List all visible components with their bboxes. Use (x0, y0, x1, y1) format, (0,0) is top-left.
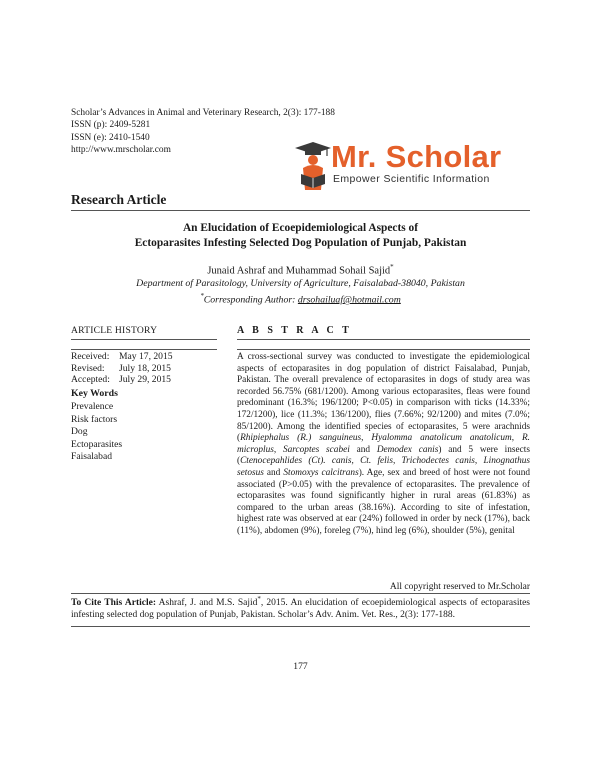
scholar-figure-icon (293, 140, 333, 192)
abstract-separator: and (263, 467, 284, 478)
received-date: May 17, 2015 (119, 351, 173, 362)
issn-print: ISSN (p): 2409-5281 (71, 120, 151, 131)
issn-electronic: ISSN (e): 2410-1540 (71, 132, 150, 143)
logo-name: Mr. Scholar (331, 139, 502, 174)
corresponding-author (71, 290, 530, 306)
species-name: Demodex canis (376, 444, 439, 455)
author-names: Junaid Ashraf and Muhammad Sohail Sajid (207, 265, 391, 277)
keywords-list (71, 401, 122, 464)
abstract-text-3: ). Age, sex and breed of host were not found associated (P>0.05) with the prevalence of ectoparasites. The prevalence of ectoparasites was found significantly higher in rural areas (61.83%) as compared to the urban areas (38.16%). According to site of infestation, highest rate was observed at ear (24%) followed in order by neck (17%), back (11%), abdomen (9%), foreleg (7%), hind leg (6%), shoulder (5%), genital (237, 467, 530, 536)
authors-mark: * (390, 263, 394, 271)
revised-date: July 18, 2015 (119, 362, 171, 374)
accepted-label: Accepted: (71, 374, 110, 386)
received-row (71, 351, 173, 363)
keyword: Dog (71, 426, 88, 438)
history-rule-bottom (71, 349, 217, 350)
species-name: Hyalomma anatolicum anatolicum (371, 433, 512, 444)
mr-scholar-logo (293, 140, 533, 196)
species-name: Rhipiephalus (R.) sanguineus (240, 433, 362, 444)
abstract-rule-top (237, 339, 530, 340)
received-label: Received: (71, 351, 110, 362)
title-line-2: Ectoparasites Infesting Selected Dog Population of Punjab, Pakistan (134, 237, 467, 249)
corresponding-email-link[interactable]: drsohailuaf@hotmail.com (297, 294, 401, 306)
species-name: Sarcoptes scabei (282, 444, 350, 455)
logo-tagline: Empower Scientific Information (333, 173, 490, 185)
abstract-separator: , (511, 433, 522, 444)
corresponding-mark: * (200, 292, 204, 300)
journal-citation: Scholar’s Advances in Animal and Veterinary Research, 2(3): 177-188 (71, 108, 335, 118)
affiliation-block (71, 277, 530, 306)
abstract-body (237, 352, 530, 538)
history-heading: ARTICLE HISTORY (71, 325, 158, 336)
citation-block (71, 593, 530, 621)
keyword: Ectoparasites (71, 438, 123, 450)
title-line-1: An Elucidation of Ecoepidemiological Aspects of (182, 222, 419, 234)
species-name: Stomoxys calcitrans (283, 467, 359, 478)
keywords-heading: Key Words (71, 388, 118, 399)
article-title (71, 221, 530, 251)
revised-label: Revised: (71, 362, 105, 374)
history-rule-top (71, 339, 217, 340)
cite-label: To Cite This Article: (71, 598, 156, 609)
abstract-separator: , (273, 444, 283, 455)
corresponding-label: Corresponding Author: (203, 294, 296, 306)
accepted-row (71, 374, 173, 386)
journal-url[interactable]: http://www.mrscholar.com (71, 145, 171, 156)
article-history (71, 351, 173, 386)
keyword: Prevalence (71, 401, 114, 412)
abstract-separator: and (349, 444, 377, 455)
abstract-rule-bottom (237, 349, 530, 350)
cite-text-a: Ashraf, J. and M.S. Sajid (156, 598, 258, 609)
abstract-text-2: ) and 5 were insects ( (237, 444, 530, 467)
accepted-date: July 29, 2015 (119, 374, 171, 386)
revised-row (71, 363, 173, 375)
abstract-text-1: A cross-sectional survey was conducted to investigate the epidemiological aspects of ectoparasites in dog population of district Faisalabad, Punjab, Pakistan. The overall prevalence of ectoparasites in dogs of study area was recorded 56.75% (681/1200). Among various ectoparasites, fleas were found predominant (16.3%; 196/1200; P<0.05) in comparison with ticks (14.33%; 172/1200), lice (11.3%; 136/1200), flies (7.66%; 92/1200) and mites (7.0%; 85/1200). Among the identified species of ectoparasites, 5 were arachnids ( (237, 352, 530, 444)
affiliation: Department of Parasitology, University of Agriculture, Faisalabad-38040, Pakistan (136, 278, 465, 289)
article-type: Research Article (71, 192, 167, 207)
abstract-heading: A B S T R A C T (237, 325, 352, 336)
keyword: Faisalabad (71, 451, 113, 463)
page-number: 177 (293, 661, 308, 672)
species-name: Ctenocepahlides (Ct). canis, Ct. felis, Trichodectes canis, Linognathus setosus (237, 456, 530, 478)
keyword: Risk factors (71, 413, 118, 425)
cite-rule-bottom (71, 626, 530, 627)
header-divider (71, 210, 530, 211)
species-name: R. microplus (237, 433, 530, 455)
abstract-separator: , (361, 433, 372, 444)
cite-text-b: , 2015. An elucidation of ecoepidemiological aspects of ectoparasites infesting selected dog population of Punjab, Pakistan. Scholar’s Adv. Anim. Vet. Res., 2(3): 177-188. (71, 598, 531, 621)
authors (71, 263, 530, 277)
copyright-notice: All copyright reserved to Mr.Scholar (389, 582, 530, 592)
cite-mark: * (257, 595, 261, 603)
